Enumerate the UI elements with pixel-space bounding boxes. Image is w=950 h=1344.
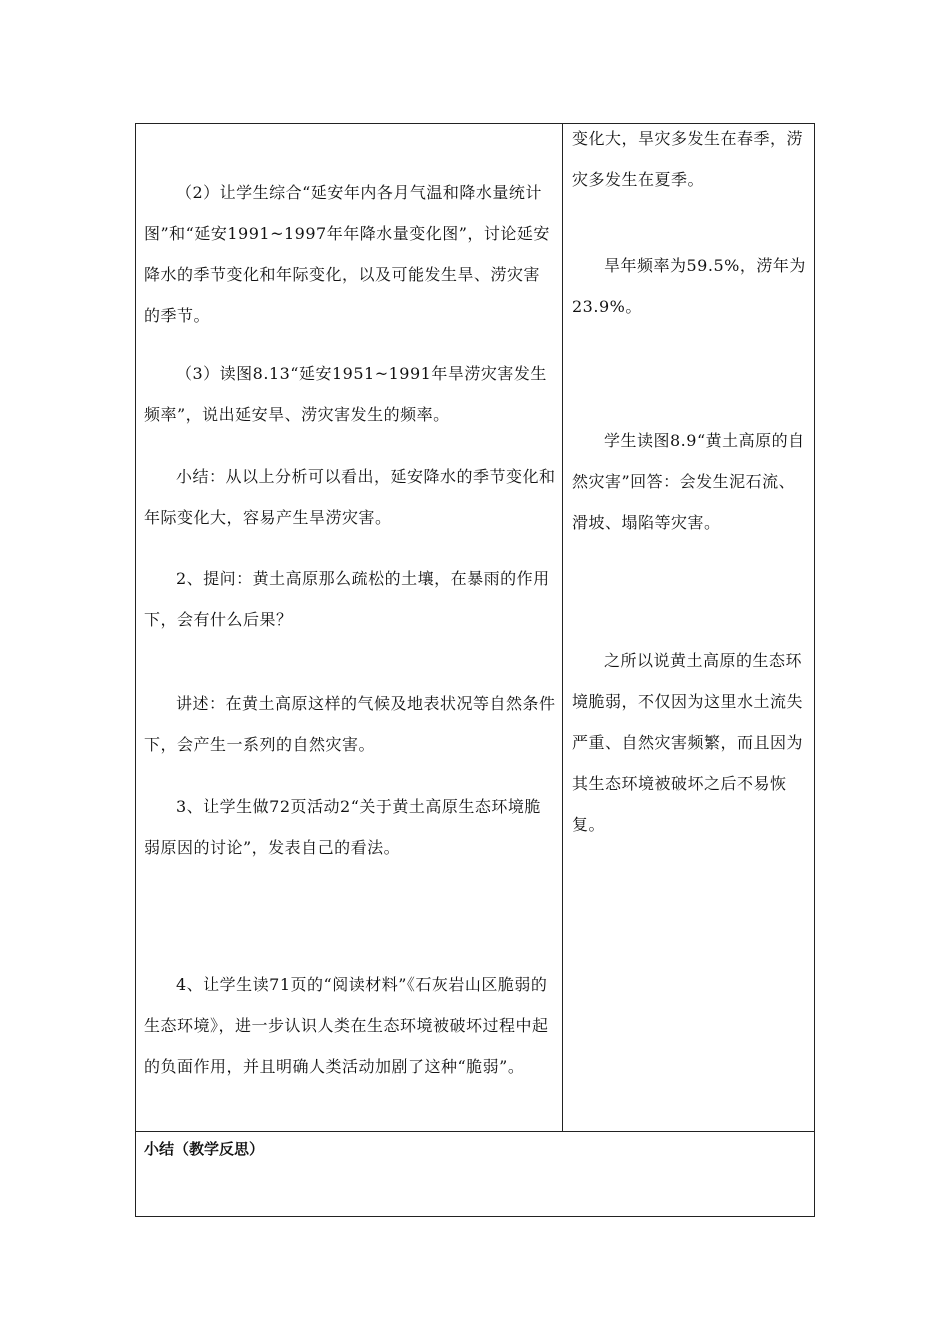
answer-natural-disasters: 学生读图8.9“黄土高原的自然灾害”回答：会发生泥石流、滑坡、塌陷等灾害。	[572, 431, 805, 532]
answer-frequency: 旱年频率为59.5%，涝年为23.9%。	[572, 256, 806, 316]
teacher-activity-column	[144, 124, 556, 1131]
column-divider	[562, 124, 563, 1131]
student-activity-column	[572, 124, 808, 1131]
answer-seasonal-change: 变化大，旱灾多发生在春季，涝灾多发生在夏季。	[572, 129, 804, 189]
paragraph-question-4: 4、让学生读71页的“阅读材料”《石灰岩山区脆弱的生态环境》，进一步认识人类在生态环境被破坏过程中起的负面作用，并且明确人类活动加剧了这种“脆弱”。	[144, 975, 549, 1076]
paragraph-disaster-frequency: （3）读图8.13“延安1951~1991年旱涝灾害发生频率”，说出延安旱、涝灾害发生的频率。	[144, 364, 547, 424]
paragraph-lecture: 讲述：在黄土高原这样的气候及地表状况等自然条件下，会产生一系列的自然灾害。	[144, 694, 556, 754]
paragraph-summary: 小结：从以上分析可以看出，延安降水的季节变化和年际变化大，容易产生旱涝灾害。	[144, 467, 556, 527]
row-divider	[136, 1131, 814, 1132]
reflection-label: 小结（教学反思）	[144, 1140, 265, 1158]
paragraph-climate-discussion: （2）让学生综合“延安年内各月气温和降水量统计图”和“延安1991~1997年年降水量变化图”，讨论延安降水的季节变化和年际变化，以及可能发生旱、涝灾害的季节。	[144, 183, 550, 325]
paragraph-question-2: 2、提问：黄土高原那么疏松的土壤，在暴雨的作用下，会有什么后果？	[144, 569, 550, 629]
lesson-table	[135, 123, 815, 1217]
answer-fragile-environment: 之所以说黄土高原的生态环境脆弱，不仅因为这里水土流失严重、自然灾害频繁，而且因为其生态环境被破坏之后不易恢复。	[572, 651, 804, 834]
paragraph-question-3: 3、让学生做72页活动2“关于黄土高原生态环境脆弱原因的讨论”，发表自己的看法。	[144, 797, 541, 857]
